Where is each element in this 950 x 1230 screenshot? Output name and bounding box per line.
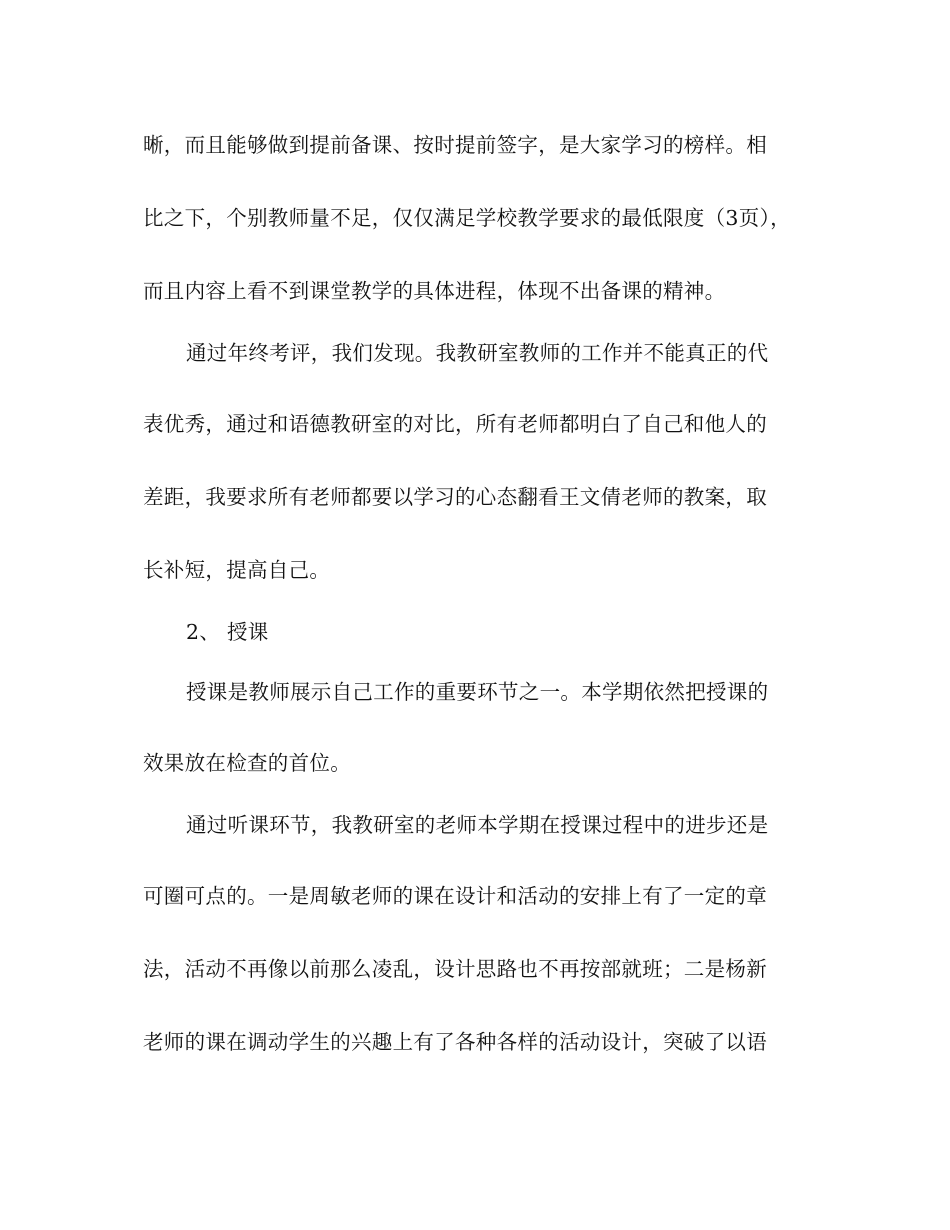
text-line: 比之下，个别教师量不足，仅仅满足学校教学要求的最低限度（3页）， (143, 206, 791, 230)
paragraph-first-line: 通过年终考评，我们发现。我教研室教师的工作并不能真正的代 (186, 341, 769, 365)
paragraph-first-line: 授课是教师展示自己工作的重要环节之一。本学期依然把授课的 (186, 680, 769, 704)
text-line: 表优秀，通过和语德教研室的对比，所有老师都明白了自己和他人的 (143, 412, 767, 436)
paragraph-first-line: 通过听课环节，我教研室的老师本学期在授课过程中的进步还是 (186, 813, 769, 837)
text-line: 晰，而且能够做到提前备课、按时提前签字，是大家学习的榜样。相 (143, 133, 767, 157)
text-line: 法，活动不再像以前那么凌乱，设计思路也不再按部就班；二是杨新 (143, 957, 767, 981)
text-line: 而且内容上看不到课堂教学的具体进程，体现不出备课的精神。 (143, 279, 726, 303)
text-line: 长补短，提高自己。 (143, 558, 331, 582)
text-line: 可圈可点的。一是周敏老师的课在设计和活动的安排上有了一定的章 (143, 884, 767, 908)
text-line: 效果放在检查的首位。 (143, 751, 351, 775)
text-line: 差距，我要求所有老师都要以学习的心态翻看王文倩老师的教案，取 (143, 485, 767, 509)
section-heading: 2、 授课 (186, 620, 269, 644)
text-line: 老师的课在调动学生的兴趣上有了各种各样的活动设计，突破了以语 (143, 1030, 767, 1054)
